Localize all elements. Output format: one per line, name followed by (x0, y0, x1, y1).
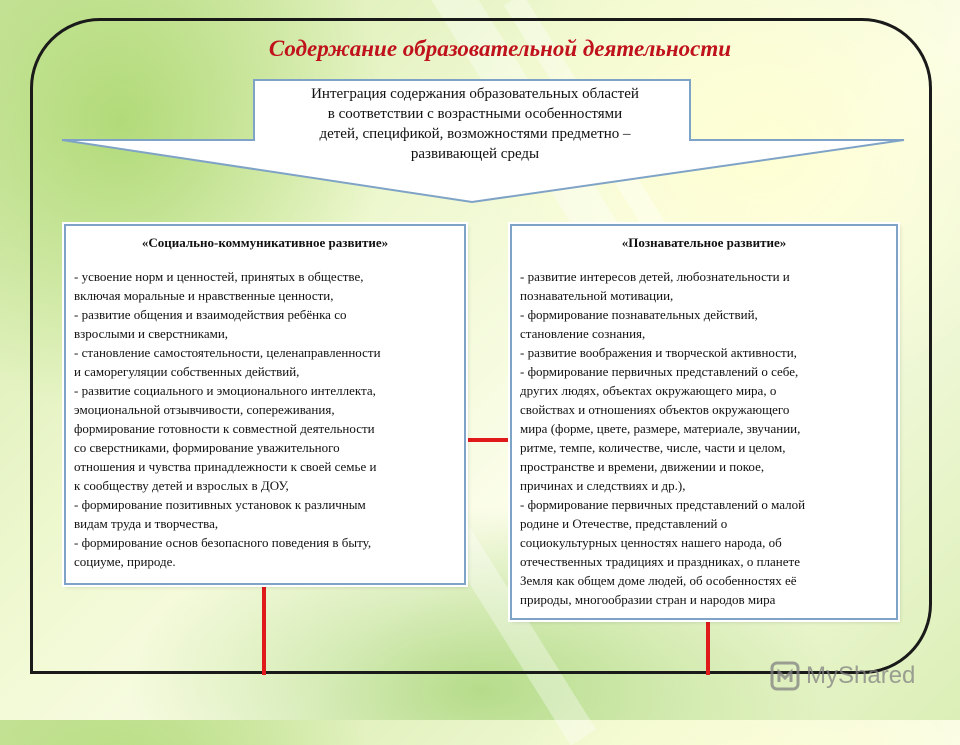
box-line: природы, многообразии стран и народов мира (520, 592, 776, 607)
connector-horizontal (466, 438, 512, 442)
box-line: отечественных традициях и праздниках, о планете (520, 554, 800, 569)
box-line: свойствах и отношениях объектов окружающего (520, 402, 790, 417)
box-line: социуме, природе. (74, 554, 176, 569)
box-line: к сообществу детей и взрослых в ДОУ, (74, 478, 289, 493)
box-title: «Познавательное развитие» (621, 235, 787, 250)
box-line: ритме, темпе, количестве, числе, части и целом, (520, 440, 786, 455)
box-body (74, 267, 456, 571)
box-line: родине и Отечестве, представлений о (520, 516, 728, 531)
box-line: - становление самостоятельности, целенаправленности (74, 345, 381, 360)
box-line: отношения и чувства принадлежности к своей семье и (74, 459, 377, 474)
watermark-text: MyShared (806, 662, 916, 689)
connector-left-vertical (262, 585, 266, 675)
box-line: причинах и следствиях и др.), (520, 478, 686, 493)
myshared-watermark (770, 656, 915, 696)
box-line: эмоциональной отзывчивости, сопереживания, (74, 402, 335, 417)
box-line: - развитие интересов детей, любознательности и (520, 269, 790, 284)
box-line: Земля как общем доме людей, об особенностях её (520, 573, 797, 588)
box-line: - развитие социального и эмоционального интеллекта, (74, 383, 376, 398)
box-line: включая моральные и нравственные ценности, (74, 288, 334, 303)
box-line: - формирование первичных представлений о себе, (520, 364, 799, 379)
box-title: «Социально-коммуникативное развитие» (141, 235, 389, 250)
box-line: и саморегуляции собственных действий, (74, 364, 300, 379)
box-line: формирование готовности к совместной деятельности (74, 421, 375, 436)
myshared-logo-icon (770, 661, 800, 691)
arrow-text-line: развивающей среды (410, 146, 540, 162)
box-line: - формирование познавательных действий, (520, 307, 758, 322)
box-line: - формирование позитивных установок к различным (74, 497, 366, 512)
arrow-text-line: Интеграция содержания образовательных областей (311, 86, 639, 102)
box-line: видам труда и творчества, (74, 516, 219, 531)
integration-arrow-text (258, 84, 692, 164)
social-communicative-box (64, 224, 466, 585)
box-line: становление сознания, (520, 326, 646, 341)
cognitive-development-box (510, 224, 898, 620)
arrow-text-line: в соответствии с возрастными особенностями (327, 106, 623, 122)
slide-title: Содержание образовательной деятельности (268, 36, 732, 61)
arrow-text-line: детей, спецификой, возможностями предметно – (319, 126, 631, 142)
box-line: со сверстниками, формирование уважительного (74, 440, 340, 455)
box-line: пространстве и времени, движении и покое, (520, 459, 765, 474)
box-line: других людях, объектах окружающего мира, о (520, 383, 777, 398)
box-line: - формирование первичных представлений о малой (520, 497, 806, 512)
box-line: - развитие общения и взаимодействия ребёнка со (74, 307, 347, 322)
box-line: социокультурных ценностях нашего народа, об (520, 535, 782, 550)
box-line: - усвоение норм и ценностей, принятых в обществе, (74, 269, 364, 284)
box-line: мира (форме, цвете, размере, материале, звучании, (520, 421, 801, 436)
box-body (520, 267, 888, 609)
connector-right-vertical (706, 620, 710, 675)
box-line: - формирование основ безопасного поведения в быту, (74, 535, 372, 550)
box-line: взрослыми и сверстниками, (74, 326, 229, 341)
box-line: познавательной мотивации, (520, 288, 674, 303)
box-line: - развитие воображения и творческой активности, (520, 345, 797, 360)
